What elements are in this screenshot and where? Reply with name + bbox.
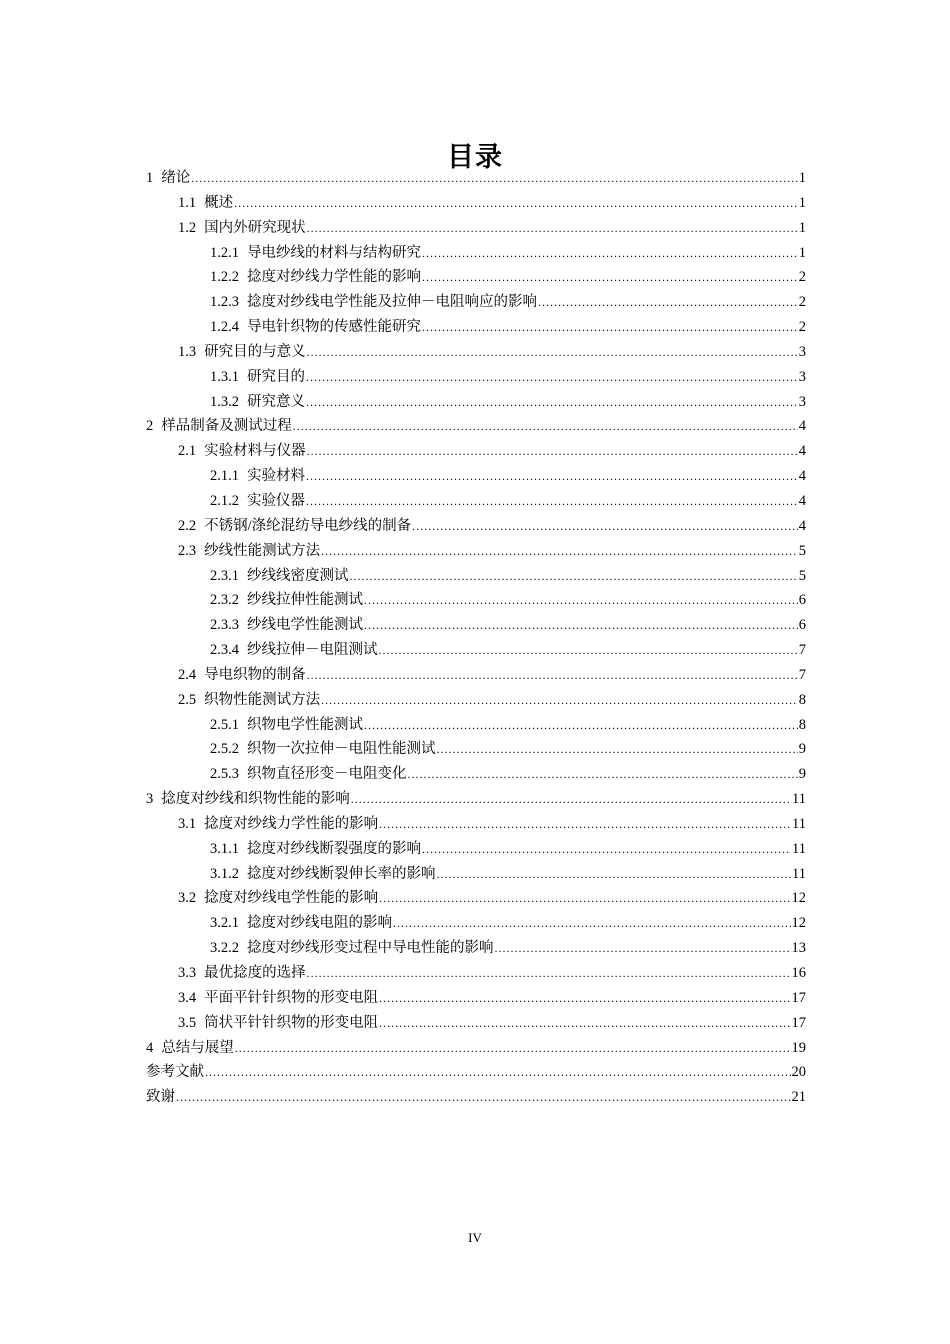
toc-entry-title: 致谢	[146, 1089, 175, 1106]
toc-entry-number: 1.2	[178, 219, 197, 236]
toc-entry-title: 捻度对纱线力学性能的影响	[204, 815, 379, 832]
toc-dot-leader	[321, 539, 798, 564]
toc-entry-number: 2.5	[178, 691, 197, 708]
toc-entry-page: 6	[798, 592, 806, 609]
toc-entry-title: 捻度对纱线和织物性能的影响	[161, 791, 350, 808]
toc-entry-page: 7	[798, 642, 806, 659]
toc-entry[interactable]	[146, 1060, 806, 1085]
table-of-contents	[146, 166, 806, 1110]
toc-entry-number: 1.3	[178, 343, 197, 360]
toc-dot-leader	[307, 216, 798, 241]
toc-entry-title: 织物直径形变－电阻变化	[247, 766, 407, 783]
toc-entry-page: 5	[798, 542, 806, 559]
toc-entry-title: 概述	[204, 194, 234, 211]
toc-entry-number: 3	[146, 791, 154, 808]
toc-entry-title: 实验材料	[247, 468, 305, 485]
toc-entry-title: 样品制备及测试过程	[161, 418, 292, 435]
toc-dot-leader	[307, 663, 798, 688]
toc-entry[interactable]	[146, 613, 806, 638]
toc-entry[interactable]	[146, 191, 806, 216]
toc-entry[interactable]	[146, 514, 806, 539]
toc-entry-title: 捻度对纱线电阻的影响	[247, 915, 392, 932]
toc-entry-page: 3	[798, 393, 806, 410]
toc-entry-page: 6	[798, 617, 806, 634]
toc-entry[interactable]	[146, 688, 806, 713]
toc-entry-title: 捻度对纱线电学性能及拉伸－电阻响应的影响	[247, 294, 537, 311]
toc-entry-number: 3.1.2	[210, 865, 239, 882]
toc-dot-leader	[321, 688, 798, 713]
toc-entry-number: 2.3	[178, 542, 197, 559]
page-number: IV	[468, 1230, 482, 1245]
toc-entry[interactable]	[146, 340, 806, 365]
toc-entry-page: 4	[798, 418, 806, 435]
toc-entry[interactable]	[146, 365, 806, 390]
toc-entry-page: 11	[792, 865, 806, 882]
page-title: 目录	[447, 142, 503, 174]
toc-entry-page: 2	[798, 269, 806, 286]
toc-entry-number: 2.3.1	[210, 567, 239, 584]
toc-dot-leader	[408, 762, 798, 787]
toc-dot-leader	[393, 911, 791, 936]
toc-entry-number: 2.1.2	[210, 492, 239, 509]
toc-entry-page: 4	[798, 517, 806, 534]
toc-entry-number: 1	[146, 170, 154, 186]
toc-entry-page: 12	[791, 915, 806, 932]
toc-dot-leader	[306, 464, 798, 489]
toc-entry-page: 17	[791, 1014, 806, 1031]
toc-entry-page: 13	[791, 940, 806, 957]
toc-entry-title: 捻度对纱线电学性能的影响	[204, 890, 379, 907]
toc-entry-number: 2.1.1	[210, 468, 239, 485]
toc-dot-leader	[422, 315, 798, 340]
toc-entry-title: 研究目的与意义	[204, 343, 306, 360]
toc-entry-page: 2	[798, 294, 806, 311]
toc-entry-page: 11	[792, 815, 806, 832]
toc-entry-title: 不锈钢/涤纶混纺导电纱线的制备	[204, 517, 412, 534]
toc-entry-number: 3.1.1	[210, 840, 239, 857]
toc-entry-number: 1.2.1	[210, 244, 239, 261]
toc-entry-page: 20	[791, 1064, 806, 1081]
toc-entry-number: 4	[146, 1039, 154, 1056]
toc-entry[interactable]	[146, 886, 806, 911]
toc-entry[interactable]	[146, 414, 806, 439]
toc-dot-leader	[412, 514, 798, 539]
toc-entry-page: 3	[798, 368, 806, 385]
toc-entry-number: 2.5.1	[210, 716, 239, 733]
toc-entry-title: 纱线性能测试方法	[204, 542, 321, 559]
toc-dot-leader	[306, 489, 798, 514]
toc-entry[interactable]	[146, 961, 806, 986]
toc-entry-number: 2.2	[178, 517, 197, 534]
toc-entry-page: 1	[798, 219, 806, 236]
toc-entry[interactable]	[146, 862, 806, 887]
toc-entry[interactable]	[146, 166, 806, 191]
toc-entry-title: 参考文献	[146, 1064, 204, 1081]
toc-entry[interactable]	[146, 439, 806, 464]
toc-dot-leader	[205, 1060, 791, 1085]
toc-entry-number: 2.5.3	[210, 766, 239, 783]
toc-dot-leader	[437, 862, 792, 887]
toc-entry[interactable]	[146, 290, 806, 315]
toc-dot-leader	[235, 1036, 791, 1061]
toc-dot-leader	[306, 390, 798, 415]
toc-entry-title: 织物一次拉伸－电阻性能测试	[247, 741, 436, 758]
toc-entry-page: 5	[798, 567, 806, 584]
toc-entry[interactable]	[146, 638, 806, 663]
toc-entry-number: 3.1	[178, 815, 197, 832]
toc-entry-number: 2.1	[178, 443, 197, 460]
toc-entry[interactable]	[146, 713, 806, 738]
toc-entry-title: 捻度对纱线断裂强度的影响	[247, 840, 421, 857]
toc-entry[interactable]	[146, 812, 806, 837]
toc-entry-title: 纱线拉伸－电阻测试	[247, 642, 378, 659]
toc-entry-title: 纱线线密度测试	[247, 567, 349, 584]
toc-entry[interactable]	[146, 588, 806, 613]
toc-entry-number: 3.2.1	[210, 915, 239, 932]
toc-entry-page: 8	[798, 716, 806, 733]
toc-dot-leader	[307, 439, 798, 464]
toc-entry-page: 11	[792, 840, 806, 857]
toc-entry-page: 12	[791, 890, 806, 907]
toc-entry-page: 7	[798, 666, 806, 683]
toc-entry-number: 2	[146, 418, 154, 435]
toc-entry-number: 3.2.2	[210, 940, 239, 957]
toc-dot-leader	[379, 812, 791, 837]
toc-entry-page: 2	[798, 319, 806, 336]
toc-entry-page: 19	[791, 1039, 806, 1056]
toc-entry[interactable]	[146, 663, 806, 688]
toc-entry-number: 3.3	[178, 965, 197, 981]
toc-entry-page: 16	[791, 965, 806, 981]
toc-entry[interactable]	[146, 564, 806, 589]
toc-dot-leader	[437, 737, 798, 762]
toc-dot-leader	[307, 340, 798, 365]
toc-dot-leader	[379, 638, 798, 663]
toc-entry-number: 3.5	[178, 1014, 197, 1031]
toc-dot-leader	[495, 936, 791, 961]
toc-entry-page: 4	[798, 443, 806, 460]
toc-entry-page: 4	[798, 468, 806, 485]
toc-entry-title: 总结与展望	[161, 1039, 234, 1056]
toc-entry-number: 3.4	[178, 989, 197, 1006]
toc-entry-number: 1.1	[178, 194, 197, 211]
toc-entry-page: 9	[798, 766, 806, 783]
toc-dot-leader	[351, 787, 791, 812]
toc-entry[interactable]	[146, 216, 806, 241]
toc-entry-number: 3.2	[178, 890, 197, 907]
toc-entry-title: 实验材料与仪器	[204, 443, 306, 460]
toc-entry[interactable]	[146, 315, 806, 340]
toc-entry-title: 最优捻度的选择	[204, 965, 306, 981]
toc-entry-number: 1.2.4	[210, 319, 239, 336]
toc-dot-leader	[379, 886, 790, 911]
toc-entry[interactable]	[146, 762, 806, 787]
toc-entry-title: 纱线拉伸性能测试	[247, 592, 363, 609]
toc-entry-title: 平面平针针织物的形变电阻	[204, 989, 379, 1006]
toc-entry-title: 导电织物的制备	[204, 666, 306, 683]
toc-entry-page: 1	[798, 244, 806, 261]
toc-entry[interactable]	[146, 1011, 806, 1036]
toc-entry-title: 捻度对纱线形变过程中导电性能的影响	[247, 940, 494, 957]
toc-dot-leader	[422, 837, 791, 862]
toc-entry-title: 纱线电学性能测试	[247, 617, 363, 634]
toc-entry[interactable]	[146, 911, 806, 936]
toc-dot-leader	[422, 241, 798, 266]
toc-entry-number: 2.3.3	[210, 617, 239, 634]
toc-dot-leader	[379, 986, 790, 1011]
toc-dot-leader	[422, 265, 798, 290]
toc-entry[interactable]	[146, 489, 806, 514]
toc-entry-title: 绪论	[161, 170, 191, 186]
toc-entry[interactable]	[146, 464, 806, 489]
toc-entry-title: 导电纱线的材料与结构研究	[247, 244, 421, 261]
toc-dot-leader	[176, 1085, 791, 1110]
toc-entry[interactable]	[146, 241, 806, 266]
toc-entry-title: 筒状平针针织物的形变电阻	[204, 1014, 379, 1031]
toc-entry-number: 1.3.2	[210, 393, 239, 410]
toc-entry[interactable]	[146, 265, 806, 290]
toc-entry[interactable]	[146, 1036, 806, 1061]
toc-entry-page: 17	[791, 989, 806, 1006]
toc-entry-page: 11	[792, 791, 806, 808]
toc-entry-title: 织物电学性能测试	[247, 716, 363, 733]
toc-dot-leader	[293, 414, 798, 439]
toc-dot-leader	[350, 564, 798, 589]
toc-dot-leader	[191, 166, 798, 191]
toc-entry[interactable]	[146, 936, 806, 961]
toc-entry-title: 捻度对纱线力学性能的影响	[247, 269, 421, 286]
toc-dot-leader	[234, 191, 798, 216]
toc-dot-leader	[379, 1011, 790, 1036]
toc-entry[interactable]	[146, 837, 806, 862]
toc-entry-number: 2.5.2	[210, 741, 239, 758]
toc-entry[interactable]	[146, 539, 806, 564]
toc-entry[interactable]	[146, 390, 806, 415]
toc-entry-number: 1.3.1	[210, 368, 239, 385]
toc-dot-leader	[538, 290, 798, 315]
toc-entry-title: 捻度对纱线断裂伸长率的影响	[247, 865, 436, 882]
toc-entry-title: 导电针织物的传感性能研究	[247, 319, 421, 336]
toc-entry-page: 21	[791, 1089, 806, 1106]
toc-entry-page: 8	[798, 691, 806, 708]
toc-entry[interactable]	[146, 986, 806, 1011]
toc-entry-number: 1.2.2	[210, 269, 239, 286]
toc-entry-page: 4	[798, 492, 806, 509]
toc-entry-title: 研究意义	[247, 393, 305, 410]
toc-entry-number: 2.3.4	[210, 642, 239, 659]
toc-entry-title: 国内外研究现状	[204, 219, 306, 236]
toc-dot-leader	[364, 613, 798, 638]
toc-dot-leader	[364, 713, 798, 738]
toc-dot-leader	[306, 365, 798, 390]
toc-dot-leader	[307, 961, 791, 986]
toc-entry[interactable]	[146, 787, 806, 812]
toc-entry-title: 实验仪器	[247, 492, 305, 509]
toc-dot-leader	[364, 588, 798, 613]
toc-entry-page: 1	[798, 170, 806, 186]
toc-entry-page: 1	[798, 194, 806, 211]
toc-entry-page: 9	[798, 741, 806, 758]
toc-entry-page: 3	[798, 343, 806, 360]
toc-entry-number: 2.4	[178, 666, 197, 683]
toc-entry-title: 织物性能测试方法	[204, 691, 321, 708]
toc-entry[interactable]	[146, 737, 806, 762]
toc-entry-title: 研究目的	[247, 368, 305, 385]
toc-entry[interactable]	[146, 1085, 806, 1110]
toc-entry-number: 2.3.2	[210, 592, 239, 609]
toc-entry-number: 1.2.3	[210, 294, 239, 311]
